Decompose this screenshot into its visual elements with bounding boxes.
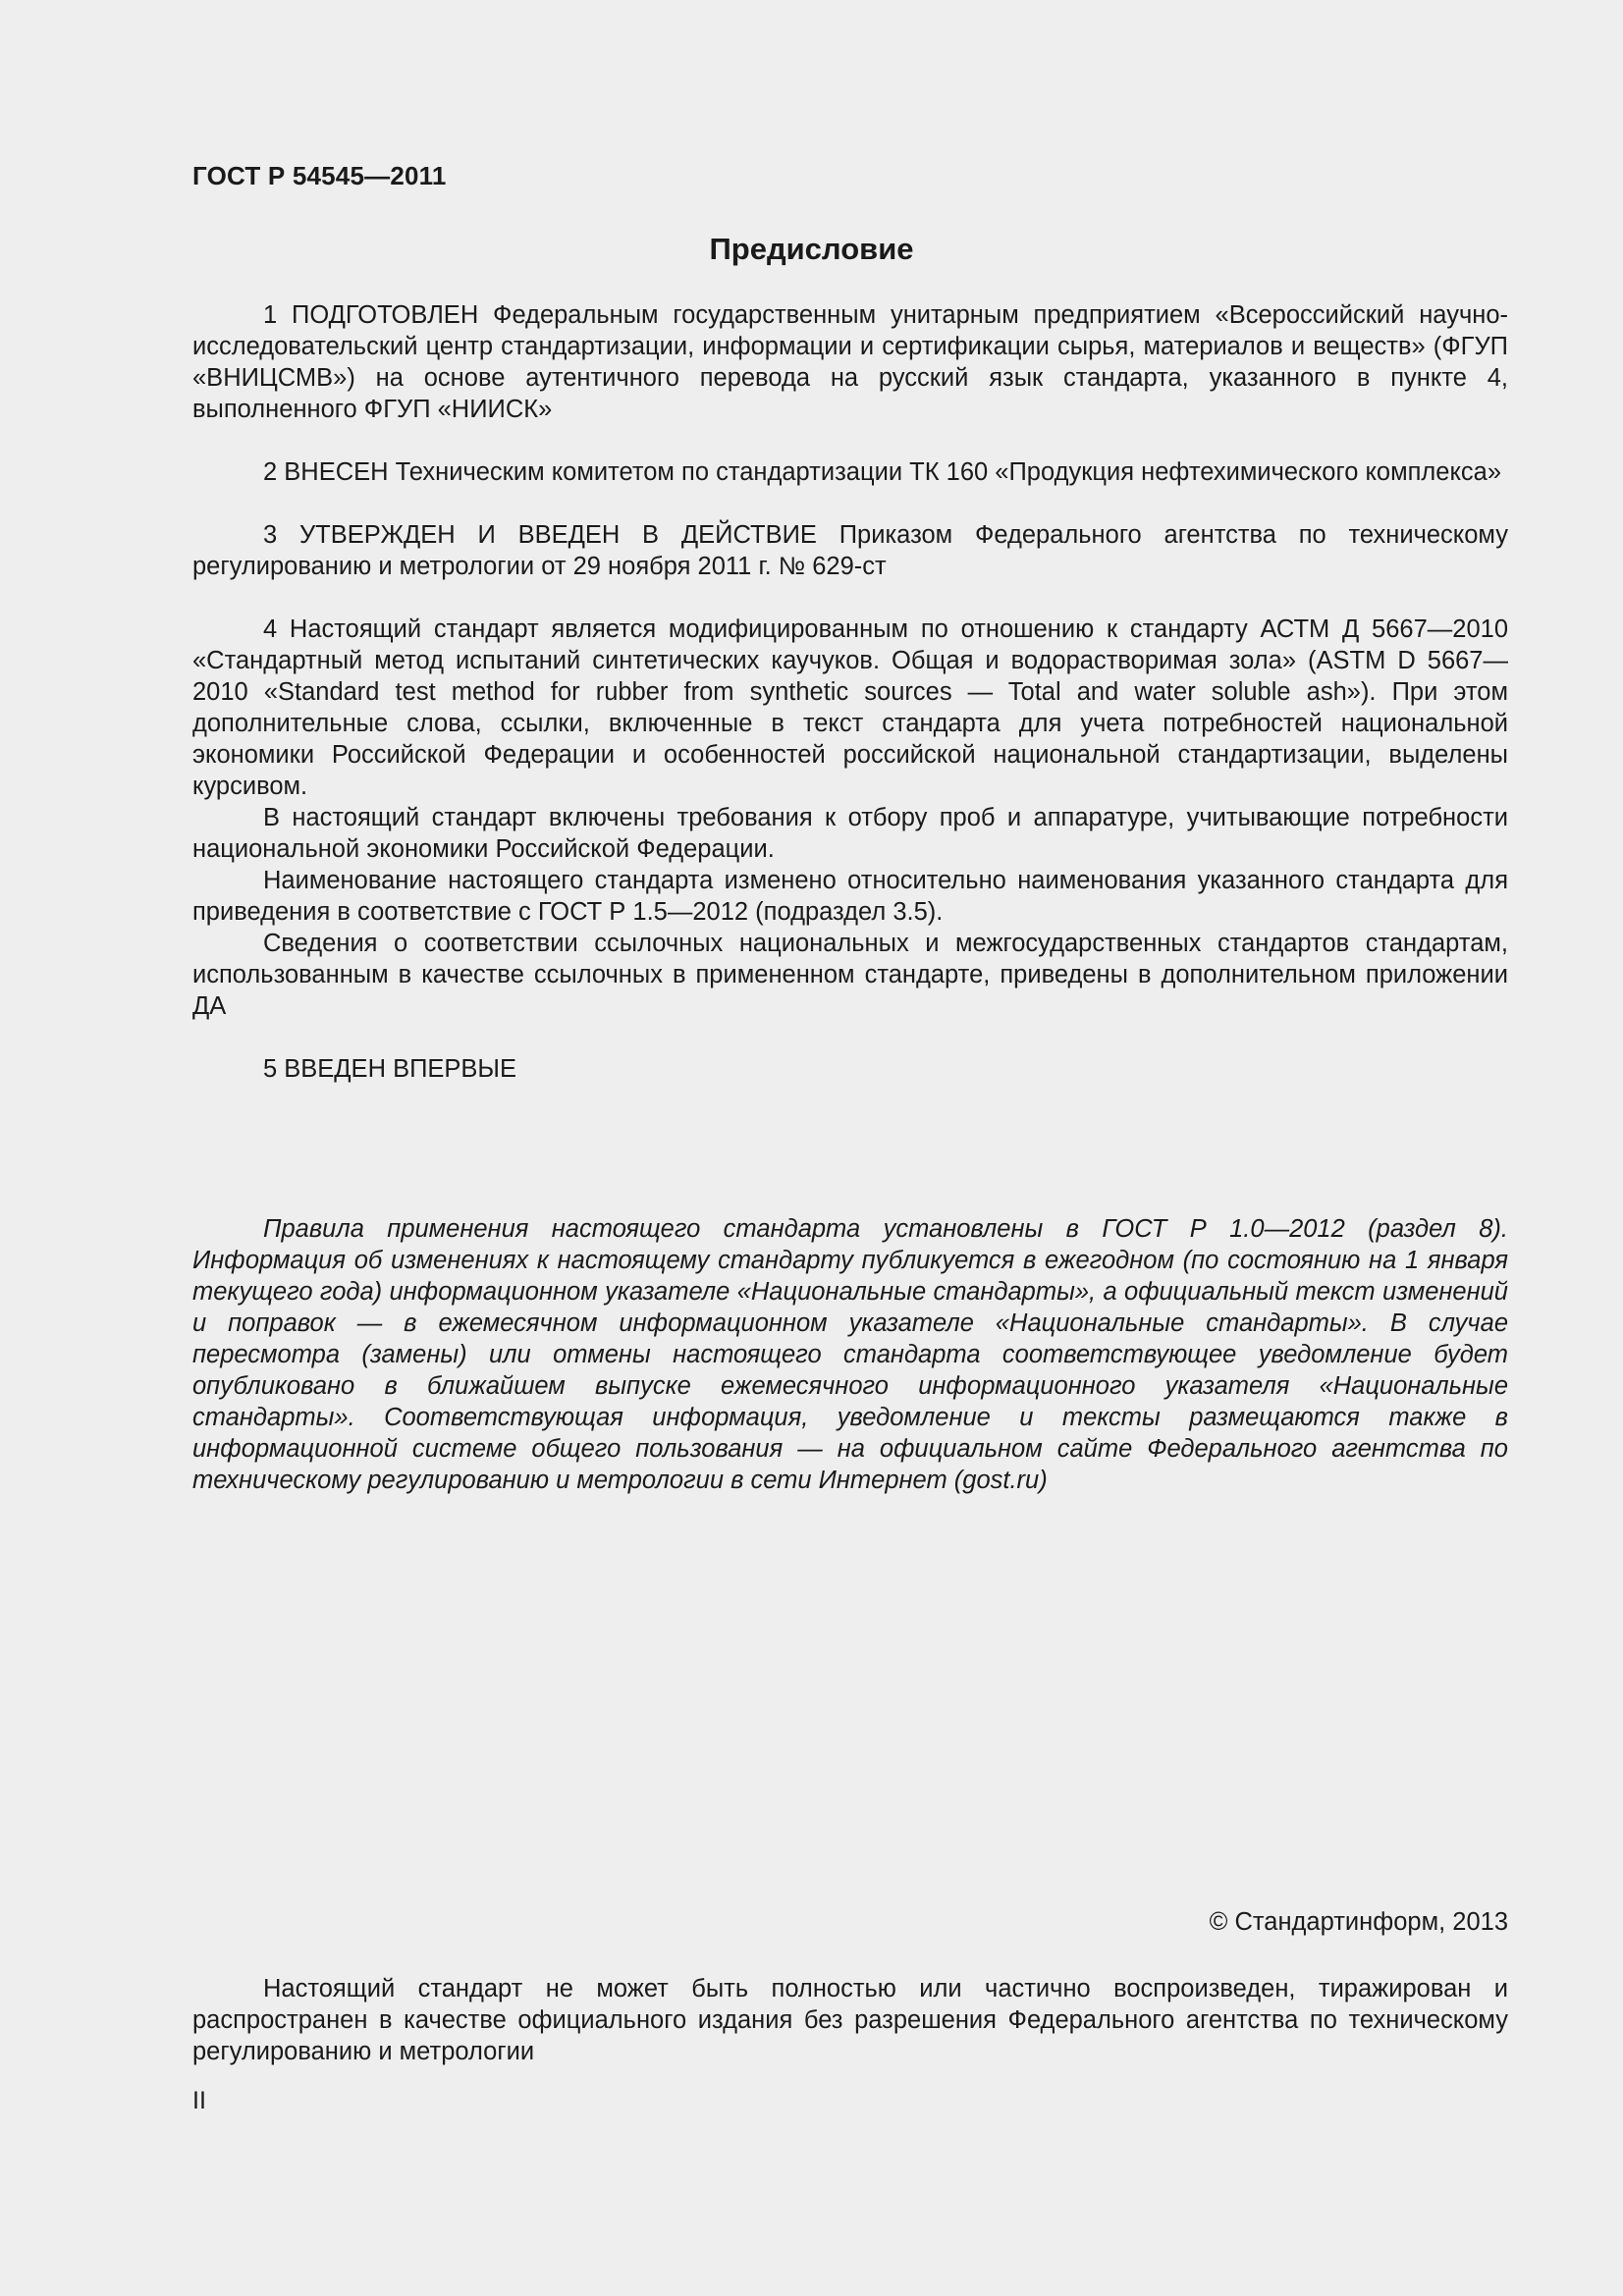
paragraph-references: Сведения о соответствии ссылочных национальных и межгосударственных стандартов стандартам, использованным в качестве ссылочных в примененном стандарте, приведены в дополнительном приложении ДА bbox=[192, 930, 1508, 1020]
rules-notice: Правила применения настоящего стандарта установлены в ГОСТ Р 1.0—2012 (раздел 8). Информация об изменениях к настоящему стандарту публикуется в ежегодном (по состоянию на 1 января текущего года) информационном указателе «Национальные стандарты», а официальный текст изменений и поправок — в ежемесячном информационном указателе «Национальные стандарты». В случае пересмотра (замены) или отмены настоящего стандарта соответствующее уведомление будет опубликовано в ближайшем выпуске ежемесячного информационного указателя «Национальные стандарты». Соответствующая информация, уведомление и тексты размещаются также в информационной системе общего пользования — на официальном сайте Федерального агентства по техническому регулированию и метрологии в сети Интернет (gost.ru) bbox=[192, 1215, 1508, 1494]
restriction-notice: Настоящий стандарт не может быть полностью или частично воспроизведен, тиражирован и распространен в качестве официального издания без разрешения Федерального агентства по техническому регулированию и метрологии bbox=[192, 1975, 1508, 2065]
document-code: ГОСТ Р 54545—2011 bbox=[192, 161, 447, 190]
page-number: II bbox=[192, 2087, 206, 2114]
paragraph-approved: 3 УТВЕРЖДЕН И ВВЕДЕН В ДЕЙСТВИЕ Приказом Федерального агентства по техническому регулированию и метрологии от 29 ноября 2011 г. № 629-ст bbox=[192, 521, 1508, 580]
paragraph-modification: 4 Настоящий стандарт является модифицированным по отношению к стандарту АСТМ Д 5667—2010 «Стандартный метод испытаний синтетических каучуков. Общая и водорастворимая зола» (ASTM D 5667—2010 «Standard test method for rubber from synthetic sources — Total and water soluble ash»). При этом дополнительные слова, ссылки, включенные в текст стандарта для учета потребностей национальной экономики Российской Федерации и особенностей российской национальной стандартизации, выделены курсивом. bbox=[192, 615, 1508, 800]
preface-body bbox=[192, 299, 1508, 1085]
preface-title: Предисловие bbox=[709, 232, 914, 266]
paragraph-prepared: 1 ПОДГОТОВЛЕН Федеральным государственным унитарным предприятием «Всероссийский научно-исследовательский центр стандартизации, информации и сертификации сырья, материалов и веществ» (ФГУП «ВНИЦСМВ») на основе аутентичного перевода на русский язык стандарта, указанного в пункте 4, выполненного ФГУП «НИИСК» bbox=[192, 301, 1508, 423]
copyright-notice: © Стандартинформ, 2013 bbox=[1209, 1908, 1508, 1936]
paragraph-name-change: Наименование настоящего стандарта изменено относительно наименования указанного стандарта для приведения в соответствие с ГОСТ Р 1.5—2012 (подраздел 3.5). bbox=[192, 867, 1508, 926]
paragraph-introduced: 2 ВНЕСЕН Техническим комитетом по стандартизации ТК 160 «Продукция нефтехимического комплекса» bbox=[263, 458, 1502, 486]
paragraph-requirements: В настоящий стандарт включены требования к отбору проб и аппаратуре, учитывающие потребности национальной экономики Российской Федерации. bbox=[192, 804, 1508, 863]
paragraph-first-introduced: 5 ВВЕДЕН ВПЕРВЫЕ bbox=[263, 1055, 517, 1083]
